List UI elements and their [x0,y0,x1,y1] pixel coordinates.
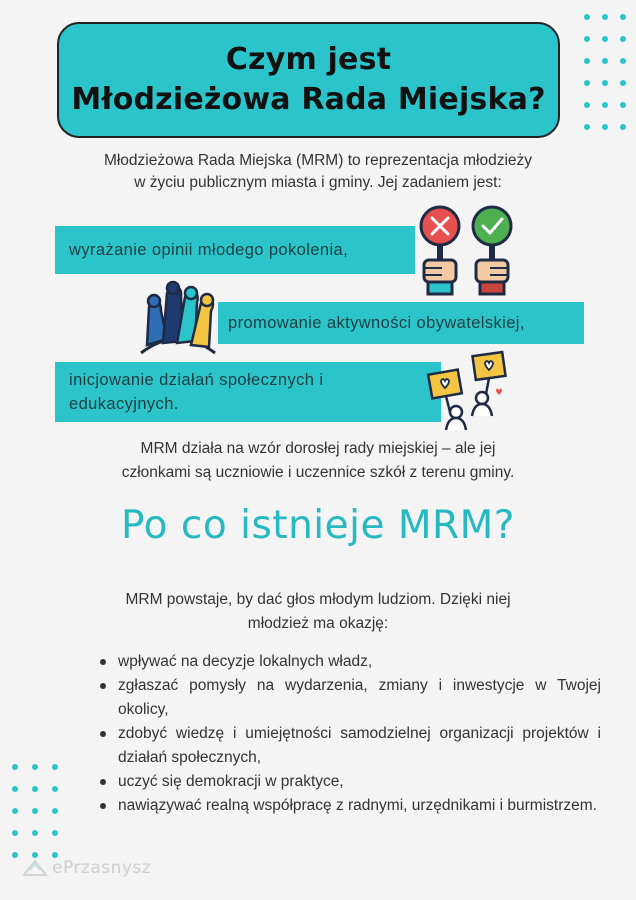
council-description [40,437,596,485]
title-line-2: Młodzieżowa Rada Miejska? [71,82,546,117]
section-title: Po co istnieje MRM? [121,503,515,548]
title-box [57,22,560,138]
council-description-line-1: MRM działa na wzór dorosłej rady miejskiej – ale jej [140,440,496,457]
list-item: uczyć się demokracji w praktyce, [96,770,601,794]
task-bar-opinions [55,226,415,274]
protest-signs-icon [426,350,512,430]
task-bar-initiatives [55,362,441,422]
council-description-line-2: członkami są uczniowie i uczennice szkół z terenu gminy. [121,464,515,481]
lead-text [50,588,586,636]
title-line-1: Czym jest [225,42,392,77]
decorative-dots-top-right [578,6,628,146]
opportunities-list [96,650,601,818]
voting-paddles-icon [412,202,522,296]
task-text-opinions: wyrażanie opinii młodego pokolenia, [69,240,349,259]
list-item: zgłaszać pomysły na wydarzenia, zmiany i inwestycje w Twojej okolicy, [96,674,601,722]
lead-line-1: MRM powstaje, by dać głos młodym ludziom. Dzięki niej [125,591,511,608]
task-text-initiatives-2: edukacyjnych. [69,395,179,413]
intro-line-1: Młodzieżowa Rada Miejska (MRM) to reprezentacja młodzieży [103,152,533,169]
intro-text [40,150,596,194]
task-text-activity: promowanie aktywności obywatelskiej, [228,313,525,332]
intro-line-2: w życiu publicznym miasta i gminy. Jej zadaniem jest: [134,174,502,191]
lead-line-2: młodzież ma okazję: [247,615,389,632]
list-item: wpływać na decyzje lokalnych władz, [96,650,601,674]
task-bar-activity [218,302,584,344]
raised-hands-icon [137,275,219,355]
list-item: nawiązywać realną współpracę z radnymi, urzędnikami i burmistrzem. [96,794,601,818]
task-text-initiatives-1: inicjowanie działań społecznych i [69,371,324,389]
watermark-text: ePrzasnysz [52,858,152,878]
decorative-dots-bottom-left [10,762,70,872]
watermark-logo-icon [22,859,48,877]
watermark [22,858,151,878]
list-item: zdobyć wiedzę i umiejętności samodzielnej organizacji projektów i działań społecznych, [96,722,601,770]
